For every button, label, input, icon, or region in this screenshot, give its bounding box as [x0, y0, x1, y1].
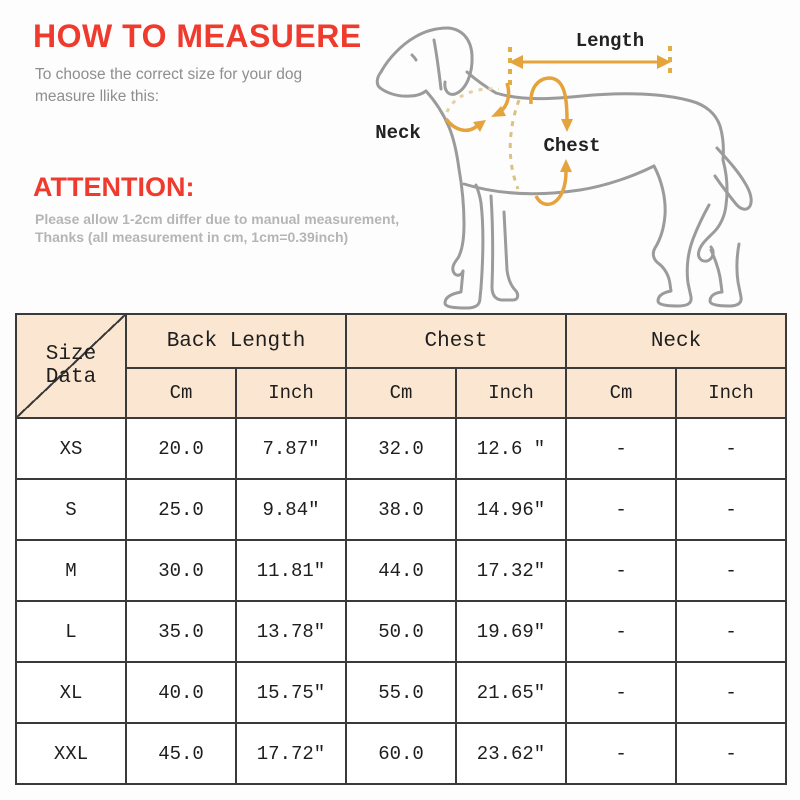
table-row-xl [16, 662, 786, 723]
dog-eye [412, 55, 416, 60]
table-cell: 32.0 [346, 418, 456, 479]
dog-front-leg-near-back [476, 185, 483, 288]
table-cell: - [676, 662, 786, 723]
size-cell: L [16, 601, 126, 662]
table-cell: - [566, 601, 676, 662]
table-row-xs [16, 418, 786, 479]
dog-measurement-diagram [360, 0, 800, 310]
corner-cell-size-data: Size Data [16, 314, 126, 418]
neck-girth-dashed-arc [447, 89, 499, 112]
table-cell: - [566, 479, 676, 540]
table-cell: 15.75″ [236, 662, 346, 723]
subtitle-line-2: measure llike this: [35, 88, 160, 105]
table-cell: - [676, 723, 786, 784]
withers-arrow-line [501, 83, 509, 111]
dog-belly [464, 166, 654, 194]
table-row-s [16, 479, 786, 540]
table-cell: - [566, 418, 676, 479]
subheader-chest-cm: Cm [346, 368, 456, 418]
table-cell: 19.69″ [456, 601, 566, 662]
group-header-chest: Chest [346, 314, 566, 368]
subheader-chest-inch: Inch [456, 368, 566, 418]
size-cell: XL [16, 662, 126, 723]
size-cell: XS [16, 418, 126, 479]
neck-label: Neck [375, 122, 421, 144]
table-cell: 50.0 [346, 601, 456, 662]
table-row-xxl [16, 723, 786, 784]
attention-line-2: Thanks (all measurement in cm, 1cm=0.39inch) [35, 228, 349, 245]
length-arrowhead-left [509, 55, 523, 69]
table-cell: - [566, 662, 676, 723]
dog-ear-inner [434, 40, 441, 89]
table-row-m [16, 540, 786, 601]
group-header-neck: Neck [566, 314, 786, 368]
table-cell: 17.72″ [236, 723, 346, 784]
table-cell: - [676, 479, 786, 540]
table-cell: 21.65″ [456, 662, 566, 723]
table-subheader-row [16, 368, 786, 418]
table-group-header-row [16, 314, 786, 368]
dog-hind-leg-far-lower [710, 244, 741, 306]
table-cell: 12.6 ″ [456, 418, 566, 479]
subheader-neck-cm: Cm [566, 368, 676, 418]
dog-muzzle [377, 72, 426, 96]
size-cell: M [16, 540, 126, 601]
chest-label: Chest [543, 135, 601, 157]
table-row-l [16, 601, 786, 662]
table-cell: 11.81″ [236, 540, 346, 601]
dog-front-leg-near [453, 169, 464, 275]
subheader-back-inch: Inch [236, 368, 346, 418]
table-cell: - [676, 601, 786, 662]
size-table [15, 313, 787, 785]
table-cell: 44.0 [346, 540, 456, 601]
table-cell: 9.84″ [236, 479, 346, 540]
table-cell: 20.0 [126, 418, 236, 479]
length-label: Length [575, 30, 645, 52]
table-cell: 55.0 [346, 662, 456, 723]
table-cell: 13.78″ [236, 601, 346, 662]
dog-hind-leg-far-thigh [698, 160, 727, 261]
page-title: HOW TO MEASUERE [33, 18, 362, 54]
dog-ear [445, 28, 472, 94]
table-cell: 38.0 [346, 479, 456, 540]
subheader-back-cm: Cm [126, 368, 236, 418]
table-cell: 25.0 [126, 479, 236, 540]
dog-hind-leg-near [653, 166, 709, 306]
table-cell: 45.0 [126, 723, 236, 784]
dog-front-leg-far [491, 196, 518, 300]
table-cell: - [676, 418, 786, 479]
attention-note [35, 211, 399, 246]
subtitle [35, 64, 302, 108]
subheader-neck-inch: Inch [676, 368, 786, 418]
dog-front-paw-near [445, 271, 481, 308]
table-cell: 30.0 [126, 540, 236, 601]
chest-girth-dashed-line [510, 100, 519, 189]
belly-arrow-line [536, 171, 566, 204]
table-cell: 60.0 [346, 723, 456, 784]
size-cell: S [16, 479, 126, 540]
belly-arrowhead [560, 159, 572, 172]
chest-arrowhead [561, 119, 573, 132]
table-cell: 23.62″ [456, 723, 566, 784]
table-cell: - [676, 540, 786, 601]
dog-tail [715, 148, 751, 209]
measurement-annotations [446, 46, 671, 204]
table-cell: 40.0 [126, 662, 236, 723]
subtitle-line-1: To choose the correct size for your dog [35, 66, 303, 83]
table-cell: 35.0 [126, 601, 236, 662]
table-cell: 14.96″ [456, 479, 566, 540]
table-cell: - [566, 540, 676, 601]
table-cell: 17.32″ [456, 540, 566, 601]
table-cell: - [566, 723, 676, 784]
group-header-back-length: Back Length [126, 314, 346, 368]
attention-line-1: Please allow 1-2cm differ due to manual measurement, [35, 211, 400, 227]
size-cell: XXL [16, 723, 126, 784]
table-cell: 7.87″ [236, 418, 346, 479]
attention-heading: ATTENTION: [33, 172, 195, 202]
